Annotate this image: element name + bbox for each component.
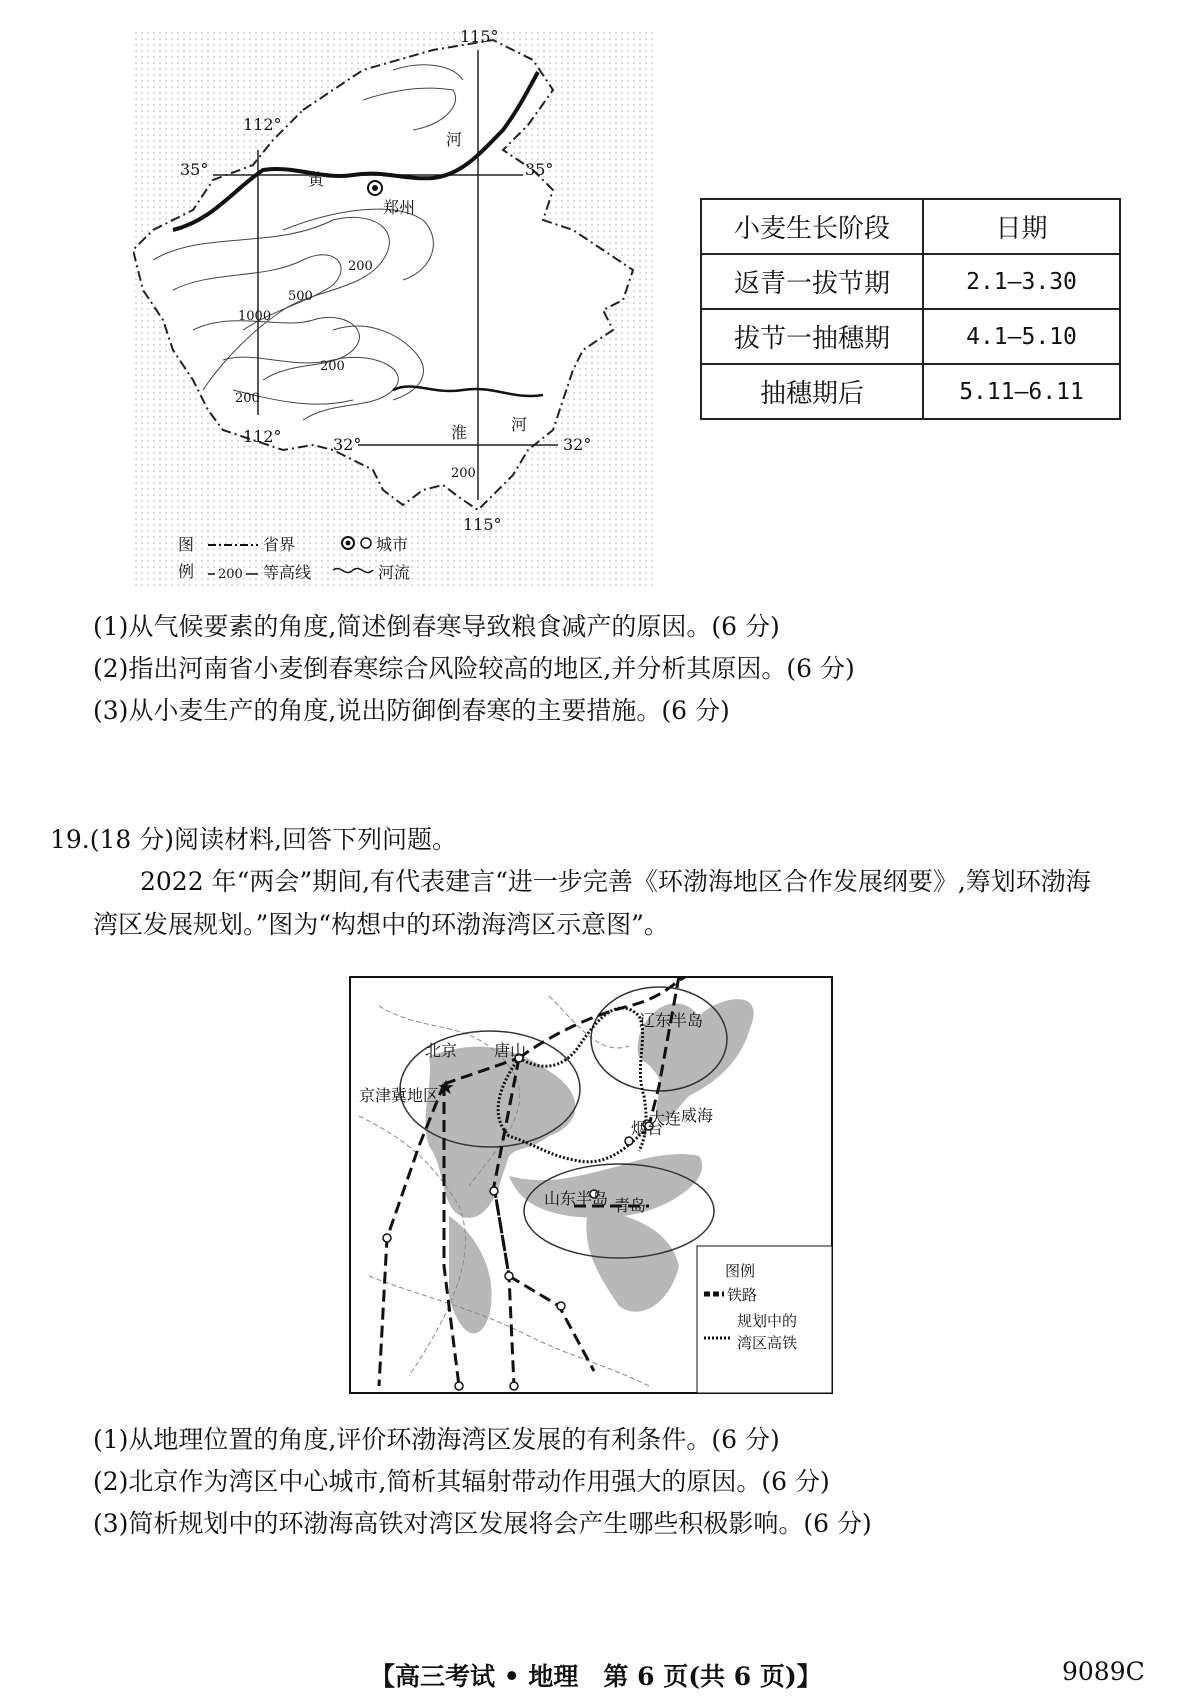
table-row [701, 254, 1120, 309]
lon-label-112-bottom: 112° [243, 427, 282, 446]
page-footer: 【高三考试 • 地理 第 6 页(共 6 页)】 [370, 1662, 822, 1691]
map2-legend [697, 1246, 832, 1393]
q19-header: 19.(18 分)阅读材料,回答下列问题。 [50, 825, 457, 854]
table-cell: 5.11—6.11 [923, 364, 1120, 419]
place-label-tangshan: 唐山 [494, 1041, 527, 1060]
zhengzhou-city-marker [368, 181, 382, 195]
q19-sub-question-2: (2)北京作为湾区中心城市,简析其辐射带动作用强大的原因。(6 分) [93, 1467, 830, 1496]
lat-label-35-right: 35° [525, 160, 554, 179]
q18-sub-question-2: (2)指出河南省小麦倒春寒综合风险较高的地区,并分析其原因。(6 分) [93, 654, 855, 683]
lat-label-32-right: 32° [563, 435, 592, 454]
contour-label: 200 [235, 391, 260, 406]
legend-boundary-label: 省界 [263, 535, 296, 554]
legend-planned-label-1: 规划中的 [737, 1312, 798, 1330]
contour-label: 200 [320, 359, 345, 374]
place-label-liaodong: 辽东半岛 [639, 1011, 704, 1030]
henan-contour-map [133, 30, 653, 590]
legend-contour-value: 200 [218, 567, 243, 582]
q18-sub-question-3: (3)从小麦生产的角度,说出防御倒春寒的主要措施。(6 分) [93, 696, 730, 725]
table-cell: 4.1—5.10 [923, 309, 1120, 364]
q19-material-line-1: 2022 年“两会”期间,有代表建言“进一步完善《环渤海地区合作发展纲要》,筹划环渤海 [140, 867, 1091, 896]
place-label-qingdao: 青岛 [614, 1196, 647, 1215]
yellow-river-label-2: 河 [446, 130, 463, 149]
place-label-weihai: 威海 [681, 1106, 714, 1125]
table-cell: 抽穗期后 [701, 364, 923, 419]
contour-label: 500 [288, 289, 313, 304]
city-label-zhengzhou: 郑州 [383, 198, 416, 217]
table-cell: 返青一拔节期 [701, 254, 923, 309]
legend-title: 图 [178, 535, 195, 554]
table-row [701, 309, 1120, 364]
huai-river-label-2: 河 [511, 415, 528, 434]
huai-river-label-1: 淮 [451, 423, 468, 442]
beijing-star-icon: ★ [437, 1075, 455, 1099]
table-cell: 2.1—3.30 [923, 254, 1120, 309]
place-label-yantai: 烟台 [631, 1119, 664, 1138]
legend-river-label: 河流 [378, 563, 411, 582]
bohai-bay-area-map [349, 976, 833, 1394]
q19-sub-question-1: (1)从地理位置的角度,评价环渤海湾区发展的有利条件。(6 分) [93, 1425, 780, 1454]
legend-city-label: 城市 [376, 535, 409, 554]
lon-label-112-top: 112° [243, 115, 282, 134]
contour-label: 200 [451, 466, 476, 481]
lat-label-35-left: 35° [180, 160, 209, 179]
lon-label-115-top: 115° [460, 30, 499, 46]
paper-code: 9089C [1062, 1657, 1145, 1686]
table-cell: 拔节一抽穗期 [701, 309, 923, 364]
q19-material-line-2: 湾区发展规划。”图为“构想中的环渤海湾区示意图”。 [93, 910, 669, 939]
table-header-cell: 日期 [923, 199, 1120, 254]
legend-planned-label-2: 湾区高铁 [737, 1334, 798, 1352]
lon-label-115-bottom: 115° [463, 515, 502, 534]
place-label-shandong: 山东半岛 [544, 1189, 609, 1208]
wheat-growth-table [700, 198, 1121, 420]
contour-label: 200 [348, 259, 373, 274]
q18-sub-question-1: (1)从气候要素的角度,简述倒春寒导致粮食减产的原因。(6 分) [93, 612, 780, 641]
place-label-beijing: 北京 [425, 1041, 458, 1060]
place-label-dalian: 大连 [649, 1109, 682, 1128]
table-header-row [701, 199, 1120, 254]
contour-label: 1000 [238, 309, 272, 324]
yellow-river-label-1: 黄 [308, 170, 325, 189]
legend-title: 例 [178, 562, 195, 581]
table-header-cell: 小麦生长阶段 [701, 199, 923, 254]
lat-label-32-left: 32° [333, 435, 362, 454]
table-row [701, 364, 1120, 419]
q19-sub-question-3: (3)简析规划中的环渤海高铁对湾区发展将会产生哪些积极影响。(6 分) [93, 1509, 872, 1538]
legend-railway-label: 铁路 [727, 1286, 758, 1304]
legend-contour-label: 等高线 [263, 563, 312, 582]
legend-title: 图例 [725, 1262, 756, 1280]
place-label-jingjinji: 京津冀地区 [359, 1086, 440, 1105]
